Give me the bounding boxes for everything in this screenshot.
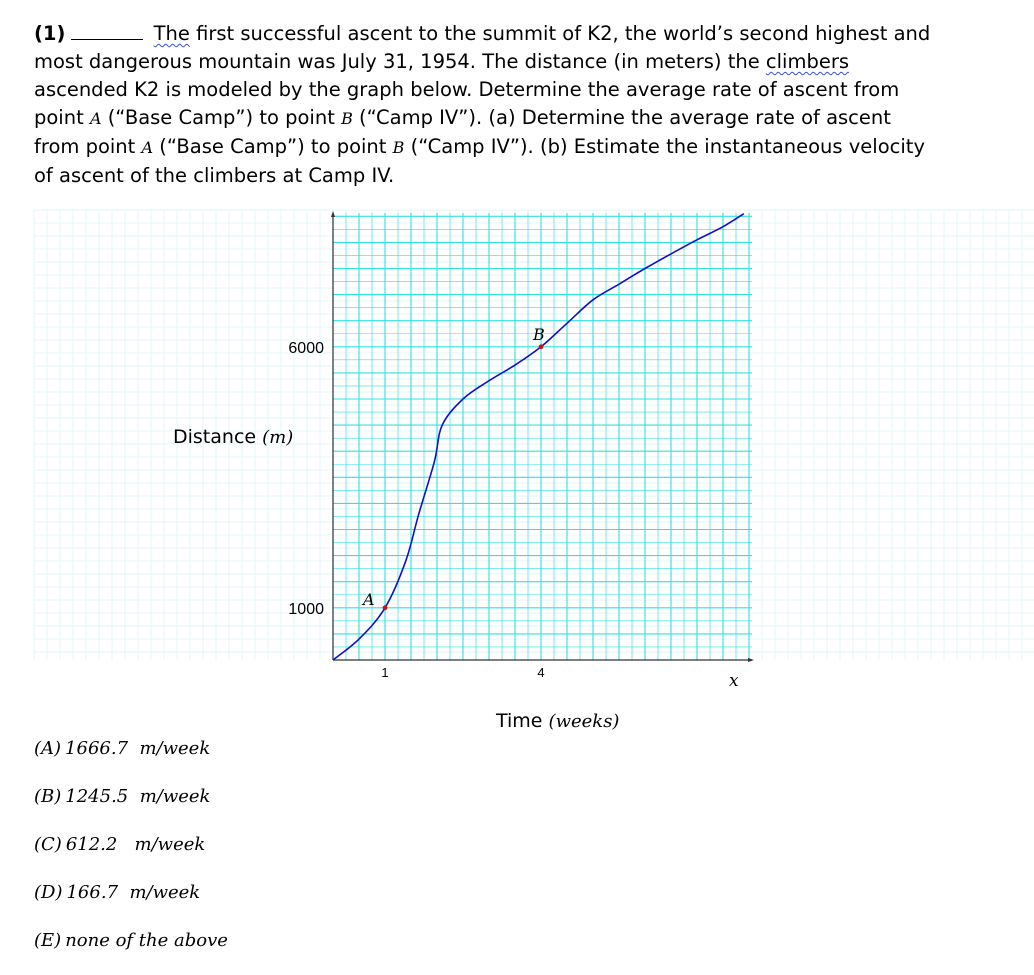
question-line-5c: (“Camp IV”). (b) Estimate the instantaneous velocity	[410, 135, 925, 158]
answer-option-label: (B)	[34, 786, 62, 807]
plot-grid	[333, 213, 752, 660]
distance-curve	[333, 214, 744, 660]
question-line-2: most dangerous mountain was July 31, 1954. The distance (in meters) the	[34, 50, 760, 73]
answer-choice-a[interactable]	[34, 735, 228, 783]
y-tick-label: 1000	[288, 600, 324, 618]
answer-blank[interactable]	[71, 23, 143, 40]
answer-option-label: (C)	[34, 834, 62, 855]
answer-option-text: none of the above	[65, 930, 228, 951]
x-tick-label: 4	[537, 665, 545, 680]
answer-option-text: 166.7 m/week	[66, 882, 201, 903]
point-a-marker	[383, 605, 388, 610]
y-tick-label: 6000	[288, 339, 324, 357]
question-line-4a: point	[34, 106, 84, 129]
answer-option-label: (E)	[34, 930, 62, 951]
answer-choice-c[interactable]	[34, 831, 228, 879]
question-text	[34, 20, 994, 190]
question-line-4b: (“Base Camp”) to point	[107, 106, 335, 129]
x-axis-letter: x	[729, 671, 739, 691]
var-b-2: B	[392, 138, 405, 157]
point-a-label: A	[363, 589, 375, 609]
question-number: (1)	[34, 22, 66, 45]
y-axis-arrow	[331, 211, 335, 217]
x-axis-unit: (weeks)	[548, 711, 620, 732]
question-line-5b: (“Base Camp”) to point	[159, 135, 387, 158]
answer-choices	[34, 735, 228, 975]
answer-option-text: 1666.7 m/week	[65, 738, 211, 759]
answer-option-label: (A)	[34, 738, 62, 759]
x-axis-label	[495, 710, 619, 732]
answer-option-label: (D)	[34, 882, 63, 903]
x-axis-arrow	[748, 658, 754, 662]
point-marks	[361, 325, 545, 610]
y-axis-unit: (m)	[262, 427, 294, 448]
point-b-label: B	[533, 324, 545, 344]
question-line-3: ascended K2 is modeled by the graph below. Determine the average rate of ascent from	[34, 78, 900, 101]
var-b: B	[341, 109, 353, 128]
x-axis-label-text: Time	[496, 710, 543, 732]
distance-time-graph	[0, 205, 1034, 735]
question-line-5a: from point	[34, 135, 136, 158]
question-line-6: of ascent of the climbers at Camp IV.	[34, 164, 395, 187]
question-line-4c: (“Camp IV”). (a) Determine the average rate of ascent	[359, 106, 891, 129]
answer-choice-d[interactable]	[34, 879, 228, 927]
spell-underlined-word: The	[153, 22, 190, 45]
answer-option-text: 612.2 m/week	[65, 834, 206, 855]
tick-labels	[288, 340, 544, 680]
spell-underlined-word-2: climbers	[765, 50, 850, 73]
answer-choice-b[interactable]	[34, 783, 228, 831]
answer-option-text: 1245.5 m/week	[65, 786, 211, 807]
x-tick-label: 1	[381, 665, 389, 680]
var-a-2: A	[141, 138, 154, 157]
point-b-marker	[539, 344, 544, 349]
axes	[331, 211, 754, 662]
y-axis-label-text: Distance	[173, 426, 257, 448]
question-line-1: first successful ascent to the summit of K2, the world’s second highest and	[196, 22, 931, 45]
var-a: A	[89, 109, 102, 128]
answer-choice-e[interactable]	[34, 927, 228, 975]
y-axis-label	[173, 426, 293, 448]
